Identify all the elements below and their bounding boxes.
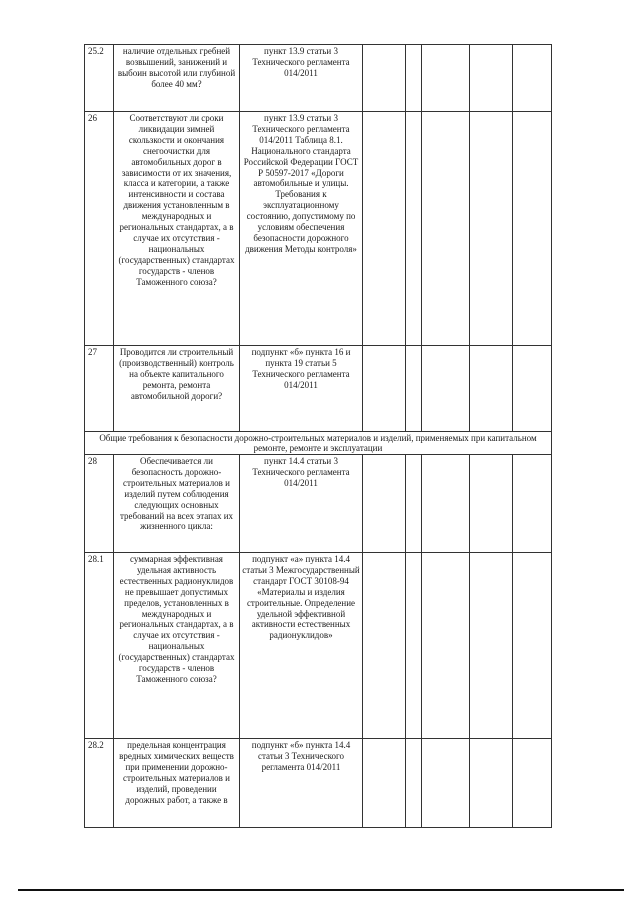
answer-yes-cell [363,553,406,739]
answer-yes-cell [363,346,406,432]
answer-extra-cell [470,455,513,553]
answer-na-cell [422,112,470,346]
answer-extra-cell [470,112,513,346]
answer-yes-cell [363,112,406,346]
row-question: предельная концентрация вредных химических веществ при применении дорожно-строительных материалов и изделий, проведении дорожных работ, а также в [114,739,240,828]
row-reference: подпункт «б» пункта 14.4 статьи 3 Технического регламента 014/2011 [240,739,363,828]
table-row [85,112,552,346]
answer-extra-cell [470,45,513,112]
table-row [85,346,552,432]
note-cell [513,455,552,553]
table-row [85,45,552,112]
section-header: Общие требования к безопасности дорожно-строительных материалов и изделий, применяемых при капитальном ремонте, ремонте и эксплуатации [85,432,552,455]
footer-rule [18,889,624,891]
answer-yes-cell [363,455,406,553]
row-number: 26 [85,112,114,346]
row-question: Соответствуют ли сроки ликвидации зимней скользкости и окончания снегоочистки для автомобильных дорог в зависимости от их значения, класса и категории, а также интенсивности и состава движения установленным в международных и региональных стандартах, а в случае их отсутствия - национальных (государственных) стандартах государств - членов Таможенного союза? [114,112,240,346]
answer-extra-cell [470,346,513,432]
row-number: 28.1 [85,553,114,739]
note-cell [513,45,552,112]
answer-no-cell [406,346,422,432]
row-number: 28 [85,455,114,553]
note-cell [513,112,552,346]
answer-yes-cell [363,45,406,112]
note-cell [513,553,552,739]
row-reference: подпункт «а» пункта 14.4 статьи 3 Межгосударственный стандарт ГОСТ 30108-94 «Материалы и изделия строительные. Определение удельной эффективной активности естественных радионуклидов» [240,553,363,739]
row-question: Обеспечивается ли безопасность дорожно-строительных материалов и изделий путем соблюдения следующих основных требований на всех этапах их жизненного цикла: [114,455,240,553]
row-reference: пункт 13.9 статьи 3 Технического регламента 014/2011 [240,45,363,112]
row-question: наличие отдельных гребней возвышений, занижений и выбоин высотой или глубиной более 40 мм? [114,45,240,112]
table-row [85,455,552,553]
section-header-row [85,432,552,455]
note-cell [513,739,552,828]
answer-na-cell [422,455,470,553]
table-row [85,739,552,828]
row-question: суммарная эффективная удельная активность естественных радионуклидов не превышает допустимых пределов, установленных в международных и региональных стандартах, а в случае их отсутствия - национальных (государственных) стандартах государств - членов Таможенного союза? [114,553,240,739]
answer-no-cell [406,455,422,553]
row-reference: пункт 13.9 статьи 3 Технического регламента 014/2011 Таблица 8.1. Национального стандарта Российской Федерации ГОСТ Р 50597-2017 «Дороги автомобильные и улицы. Требования к эксплуатационному состоянию, допустимому по условиям обеспечения безопасности дорожного движения Методы контроля» [240,112,363,346]
note-cell [513,346,552,432]
row-number: 27 [85,346,114,432]
answer-extra-cell [470,553,513,739]
answer-no-cell [406,739,422,828]
answer-no-cell [406,112,422,346]
row-reference: пункт 14.4 статьи 3 Технического регламента 014/2011 [240,455,363,553]
row-reference: подпункт «б» пункта 16 и пункта 19 статьи 5 Технического регламента 014/2011 [240,346,363,432]
answer-na-cell [422,739,470,828]
row-question: Проводится ли строительный (производственный) контроль на объекте капитального ремонта, ремонта автомобильной дороги? [114,346,240,432]
answer-na-cell [422,45,470,112]
answer-no-cell [406,45,422,112]
answer-na-cell [422,346,470,432]
answer-no-cell [406,553,422,739]
answer-extra-cell [470,739,513,828]
answer-yes-cell [363,739,406,828]
row-number: 25.2 [85,45,114,112]
checklist-table [84,44,552,828]
row-number: 28.2 [85,739,114,828]
answer-na-cell [422,553,470,739]
table-row [85,553,552,739]
